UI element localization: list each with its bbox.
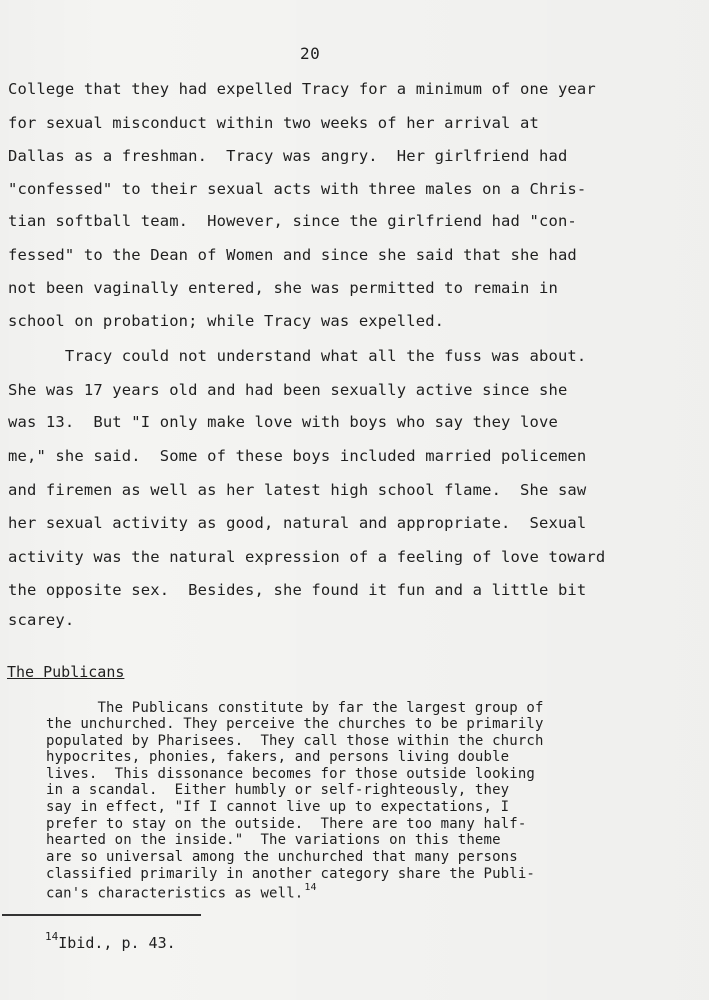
paragraph-line: the opposite sex. Besides, she found it fun and a little bit	[8, 581, 587, 599]
quote-line: in a scandal. Either humbly or self-righteously, they	[46, 782, 510, 798]
quote-line: The Publicans constitute by far the largest group of	[46, 700, 544, 716]
paragraph-line: Tracy could not understand what all the fuss was about.	[8, 347, 587, 365]
paragraph-line: her sexual activity as good, natural and appropriate. Sexual	[8, 514, 587, 532]
footnote-text: Ibid., p. 43.	[58, 934, 176, 952]
quote-line: are so universal among the unchurched that many persons	[46, 849, 518, 865]
quote-line: the unchurched. They perceive the churches to be primarily	[46, 716, 544, 732]
paragraph-line: school on probation; while Tracy was expelled.	[8, 312, 445, 330]
footnote-number: 14	[45, 930, 59, 943]
quote-line: classified primarily in another category share the Publi-	[46, 866, 535, 882]
paragraph-line: fessed" to the Dean of Women and since she said that she had	[8, 246, 577, 264]
paragraph-line: me," she said. Some of these boys included married policemen	[8, 447, 587, 465]
page-number: 20	[300, 44, 321, 63]
quote-line: prefer to stay on the outside. There are too many half-	[46, 816, 527, 832]
quote-line: populated by Pharisees. They call those within the church	[46, 733, 544, 749]
paragraph-line: She was 17 years old and had been sexually active since she	[8, 381, 568, 399]
quote-line: lives. This dissonance becomes for those outside looking	[46, 766, 535, 782]
paragraph-line: "confessed" to their sexual acts with three males on a Chris-	[8, 180, 587, 198]
footnote-reference: 14	[304, 882, 317, 893]
quote-line: hearted on the inside." The variations on this theme	[46, 832, 501, 848]
paragraph-line: and firemen as well as her latest high school flame. She saw	[8, 481, 587, 499]
quote-line: say in effect, "If I cannot live up to expectations, I	[46, 799, 510, 815]
paragraph-line: scarey.	[8, 611, 75, 629]
paragraph-line: was 13. But "I only make love with boys who say they love	[8, 413, 558, 431]
footnote-divider	[2, 914, 201, 916]
paragraph-line: Dallas as a freshman. Tracy was angry. Her girlfriend had	[8, 147, 568, 165]
paragraph-line: activity was the natural expression of a feeling of love toward	[8, 548, 606, 566]
paragraph-line: for sexual misconduct within two weeks of her arrival at	[8, 114, 539, 132]
section-heading: The Publicans	[7, 663, 125, 681]
paragraph-line: not been vaginally entered, she was permitted to remain in	[8, 279, 558, 297]
footnote	[44, 932, 176, 952]
quote-line-text: can's characteristics as well.	[46, 885, 304, 902]
quote-line: hypocrites, phonies, fakers, and persons living double	[46, 749, 510, 765]
quote-line-final	[46, 882, 317, 902]
paragraph-line: College that they had expelled Tracy for a minimum of one year	[8, 80, 596, 98]
paragraph-line: tian softball team. However, since the girlfriend had "con-	[8, 212, 577, 230]
